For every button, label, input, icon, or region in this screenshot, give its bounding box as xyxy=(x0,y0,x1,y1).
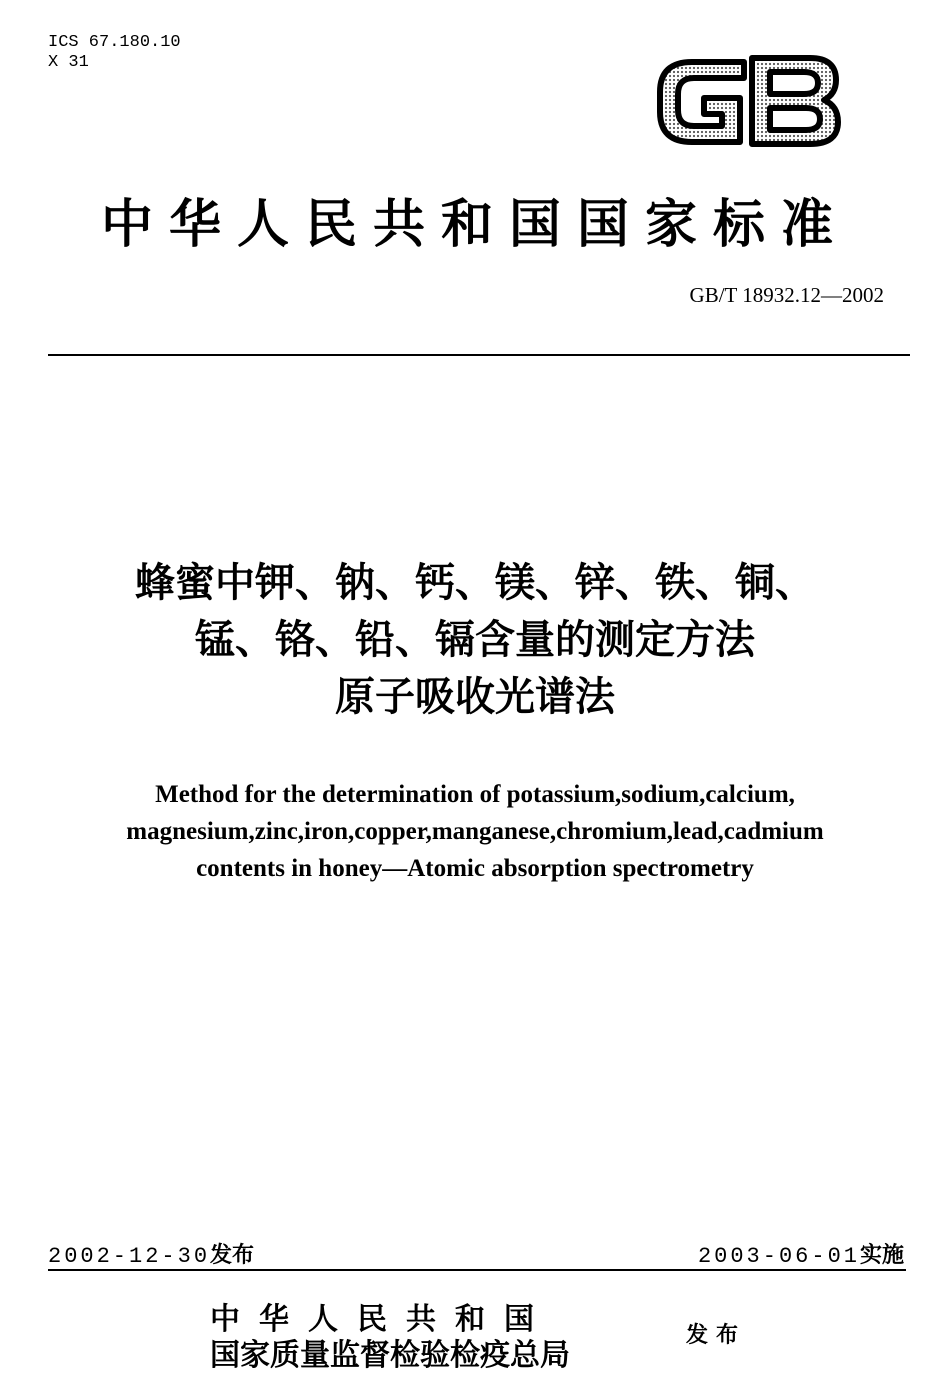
english-title xyxy=(0,776,950,887)
header-divider xyxy=(48,354,910,356)
chinese-title-line-1: 蜂蜜中钾、钠、钙、镁、锌、铁、铜、 xyxy=(135,560,815,606)
gb-logo xyxy=(652,50,842,150)
english-title-line-1: Method for the determination of potassium,sodium,calcium, xyxy=(155,781,795,808)
issue-date: 2002-12-30 xyxy=(48,1244,211,1269)
ics-code: ICS 67.180.10 xyxy=(48,33,181,52)
issue-label: 发布 xyxy=(210,1243,255,1268)
english-title-line-2: magnesium,zinc,iron,copper,manganese,chromium,lead,cadmium xyxy=(126,818,824,845)
classification-codes xyxy=(48,33,181,73)
national-standard-title: 中华人民共和国国家标准 xyxy=(100,195,849,255)
issuer-line-1: 中华人民共和国 xyxy=(210,1302,553,1337)
issue-date-block xyxy=(48,1238,254,1269)
class-code: X 31 xyxy=(48,53,89,72)
footer-divider xyxy=(48,1269,906,1271)
issuing-authority xyxy=(210,1302,570,1374)
chinese-title-line-3: 原子吸收光谱法 xyxy=(335,674,615,720)
effective-date: 2003-06-01 xyxy=(697,1244,860,1269)
effective-label: 实施 xyxy=(859,1243,904,1268)
chinese-title xyxy=(0,555,950,726)
standard-number: GB/T 18932.12—2002 xyxy=(689,283,884,307)
chinese-title-line-2: 锰、铬、铅、镉含量的测定方法 xyxy=(195,617,755,663)
issuer-line-2: 国家质量监督检验检疫总局 xyxy=(210,1338,570,1373)
effective-date-block xyxy=(698,1238,904,1269)
english-title-line-3: contents in honey—Atomic absorption spectrometry xyxy=(196,855,754,882)
publish-label: 发布 xyxy=(686,1323,747,1348)
